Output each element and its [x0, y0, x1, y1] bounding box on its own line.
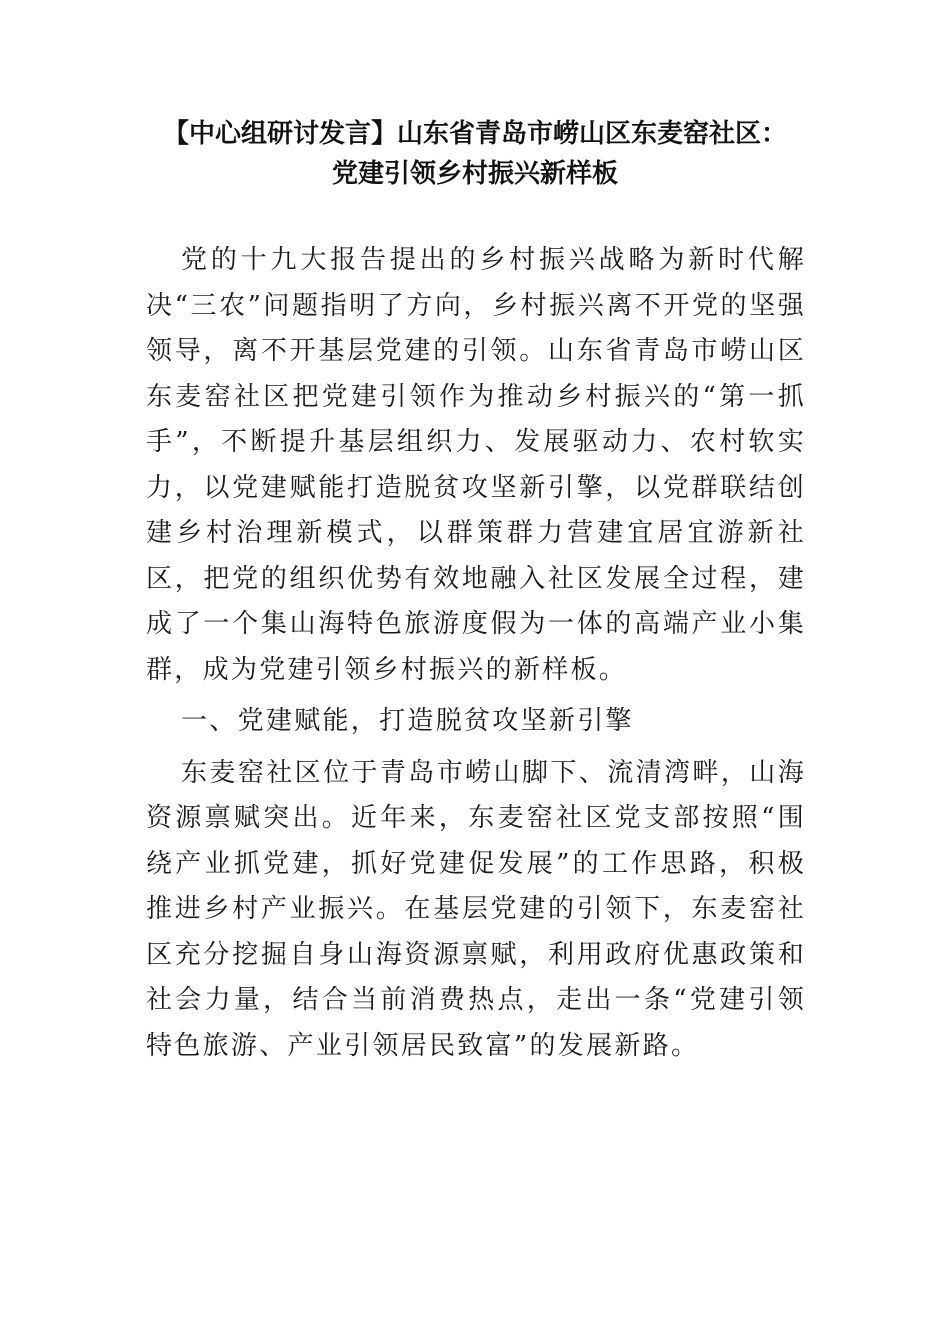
section-heading: 一、党建赋能，打造脱贫攻坚新引擎 — [181, 706, 634, 736]
title-line-1: 【中心组研讨发言】山东省青岛市崂山区东麦窑社区： — [162, 119, 787, 149]
title-line-2: 党建引领乡村振兴新样板 — [331, 159, 618, 189]
document-body — [146, 238, 806, 1069]
section-paragraph: 东麦窑社区位于青岛市崂山脚下、流清湾畔，山海资源禀赋突出。近年来，东麦窑社区党支部按照“围绕产业抓党建，抓好党建促发展”的工作思路，积极推进乡村产业振兴。在基层党建的引领下，东麦窑社区充分挖掘自身山海资源禀赋，利用政府优惠政策和社会力量，结合当前消费热点，走出一条“党建引领特色旅游、产业引领居民致富”的发展新路。 — [146, 757, 806, 1061]
intro-paragraph: 党的十九大报告提出的乡村振兴战略为新时代解决“三农”问题指明了方向，乡村振兴离不开党的坚强领导，离不开基层党建的引领。山东省青岛市崂山区东麦窑社区把党建引领作为推动乡村振兴的“第一抓手”，不断提升基层组织力、发展驱动力、农村软实力，以党建赋能打造脱贫攻坚新引擎，以党群联结创建乡村治理新模式，以群策群力营建宜居宜游新社区，把党的组织优势有效地融入社区发展全过程，建成了一个集山海特色旅游度假为一体的高端产业小集群，成为党建引领乡村振兴的新样板。 — [146, 245, 806, 685]
document-title — [60, 114, 890, 194]
